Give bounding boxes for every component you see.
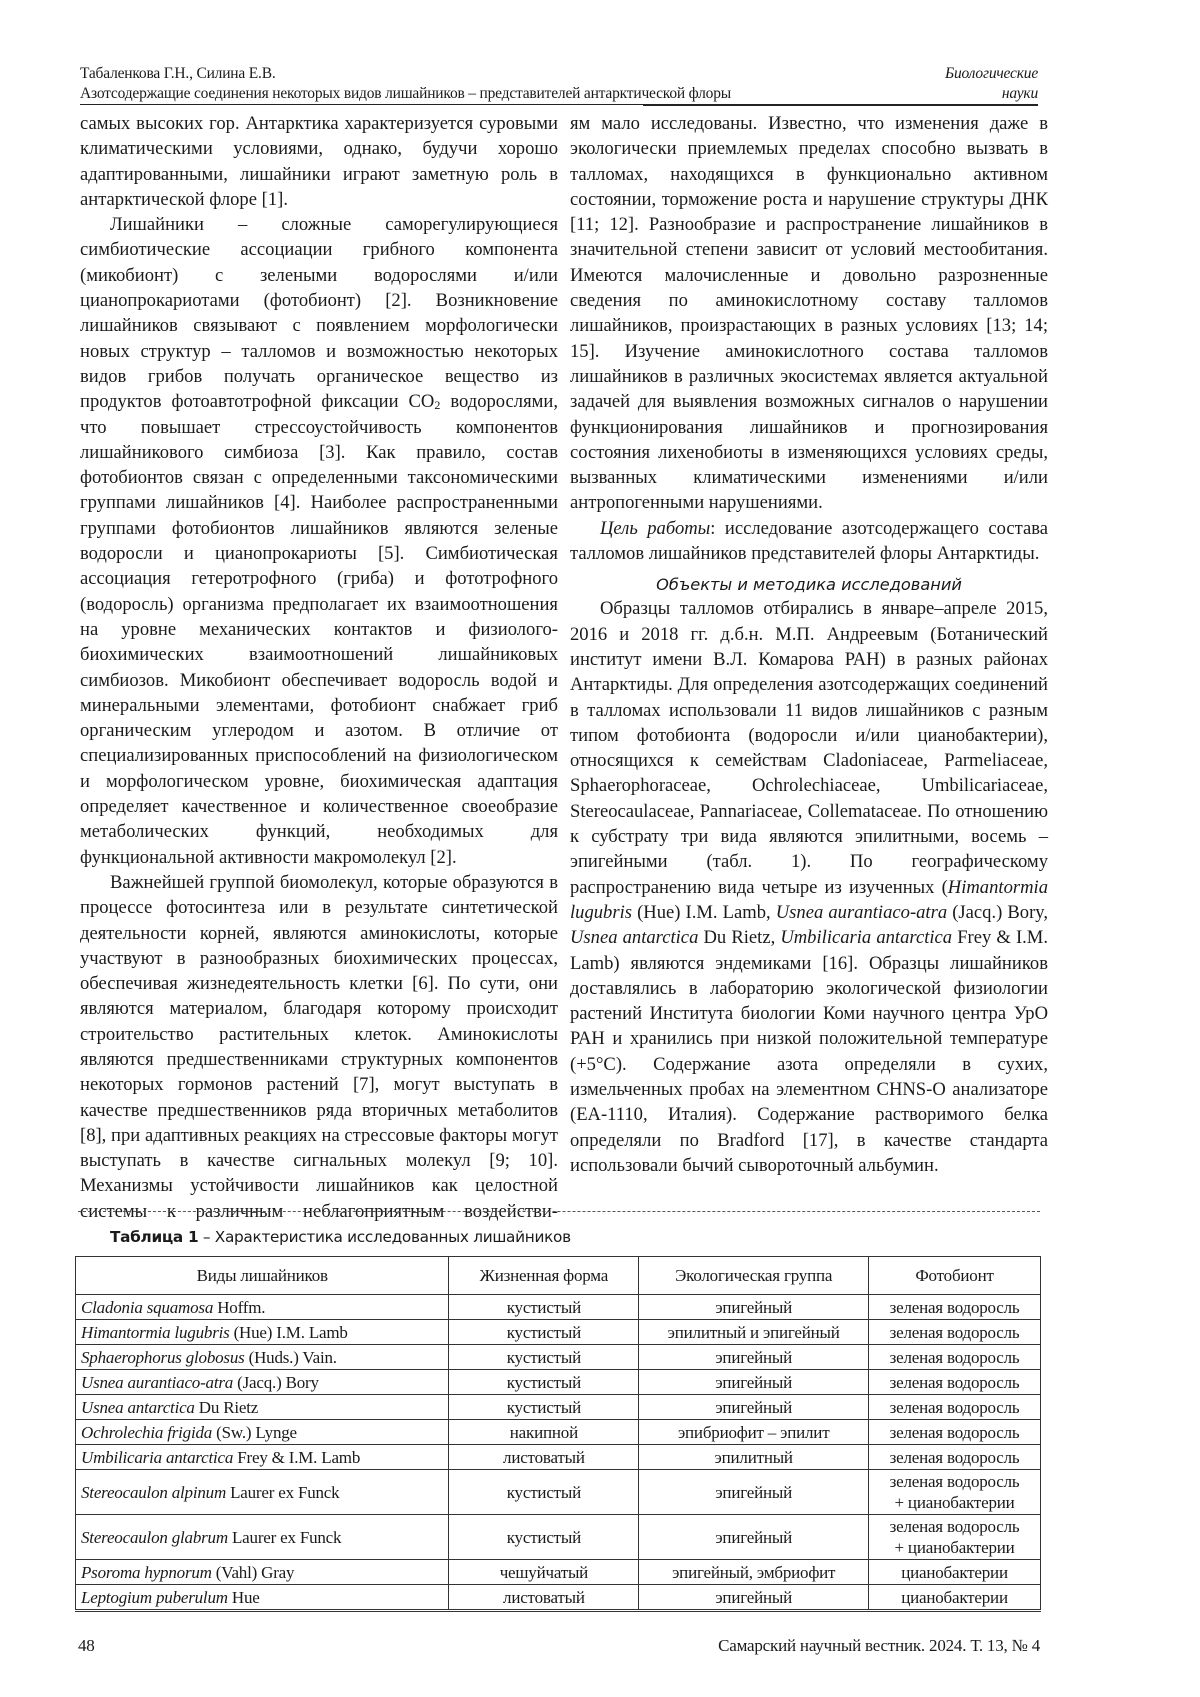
header-section-line2: науки	[1001, 85, 1038, 102]
life-form-cell: листоватый	[449, 1585, 639, 1611]
species-name: Usnea antarctica	[81, 1397, 195, 1417]
photobiont-cell	[869, 1445, 1041, 1470]
paragraph	[80, 212, 558, 870]
species-author: Hue	[227, 1587, 260, 1607]
photobiont-line: зеленая водоросль	[889, 1422, 1020, 1442]
species-name: Usnea antarctica	[570, 927, 699, 949]
photobiont-cell	[869, 1345, 1041, 1370]
ecological-group-cell: эпигейный	[639, 1395, 869, 1420]
text-run: Образцы талломов отбирались в январе–апреле 2015, 2016 и 2018 гг. д.б.н. М.П. Андреевым (Ботанический институт имени В.Л. Комарова РАН) в разных районах Антарктиды. Для определения азотсодержащих соединений в талломах использовали 11 видов лишайников с разным типом фотобионта (водоросли и/или цианобактерии), относящихся к семействам Cladoniaceae, Parmeliaceae, Sphaerophoraceae, Ochrolechiaceae, Umbilicariaceae, Stereocaulaceae, Pannariaceae, Collemataceae. По отношению к субстрату три вида являются эпилитными, восемь – эпигейными (табл. 1). По географическому распространению вида четыре из изученных (	[570, 598, 1048, 898]
life-form-cell: листоватый	[449, 1445, 639, 1470]
photobiont-cell	[869, 1395, 1041, 1420]
ecological-group-cell: эпигейный	[639, 1295, 869, 1320]
life-form-cell: кустистый	[449, 1395, 639, 1420]
ecological-group-cell: эпилитный	[639, 1445, 869, 1470]
species-name: Usnea aurantiaco-atra	[81, 1372, 234, 1392]
table-caption	[110, 1228, 571, 1246]
species-author: Du Rietz	[194, 1397, 259, 1417]
text-run: водорослями, что повышает стрессоустойчивость компонентов лишайникового симбиоза [3]. Как правило, состав фотобионтов связан с определенными таксономическими группами лишайников [4]. Наиболее распространенными группами фотобионтов лишайников являются зеленые водоросли и цианопрокариоты [5]. Симбиотическая ассоциация гетеротрофного (гриба) и фототрофного (водоросль) организма предполагает их взаимоотношения на уровне механических контактов и физиолого-биохимических взаимоотношений лишайниковых симбиозов. Микобионт обеспечивает водоросль водой и минеральными элементами, фотобионт снабжает гриб органическим углеродом и азотом. В отличие от специализированных приспособлений на физиологическом и морфологическом уровне, биохимическая адаптация определяет качественное и количественное своеобразие метаболических функций, необходимых для функциональной активности макромолекул [2].	[80, 391, 558, 868]
species-cell	[76, 1585, 449, 1611]
life-form-cell: кустистый	[449, 1345, 639, 1370]
lichen-table	[75, 1256, 1041, 1612]
aim-label: Цель работы	[600, 517, 711, 539]
aim-paragraph	[570, 516, 1048, 567]
paragraph: Важнейшей группой биомолекул, которые образуются в процессе фотосинтеза или в результате синтетической деятельности корней, являются аминокислоты, которые участвуют в разнообразных биохимических процессах, обеспечивая жизнедеятельность клетки [6]. По сути, они являются материалом, благодаря которому происходит строительство растительных клеток. Аминокислоты являются предшественниками структурных компонентов некоторых гормонов растений [7], могут выступать в качестве предшественников ряда вторичных метаболитов [8], при адаптивных реакциях на стрессовые факторы могут выступать в качестве сигнальных молекул [9; 10]. Механизмы устойчивости лишайников как целостной системы к различным неблагоприятным воздействи-	[80, 871, 558, 1222]
ecological-group-cell: эпигейный	[639, 1370, 869, 1395]
table-row	[76, 1445, 1041, 1470]
species-cell	[76, 1445, 449, 1470]
aim-text: : исследование азотсодержащего состава талломов лишайников представителей флоры Антарктиды.	[570, 517, 1048, 565]
ecological-group-cell: эпибриофит – эпилит	[639, 1420, 869, 1445]
right-column	[570, 111, 1048, 1178]
photobiont-cell	[869, 1585, 1041, 1611]
table-header-row	[76, 1257, 1041, 1295]
left-column	[80, 111, 558, 1224]
species-author: Laurer ex Funck	[226, 1482, 340, 1502]
species-author: (Hue) I.M. Lamb	[229, 1322, 348, 1342]
photobiont-line: зеленая водоросль	[889, 1517, 1020, 1536]
photobiont-cell	[869, 1515, 1041, 1560]
species-author: Frey & I.M. Lamb	[233, 1447, 361, 1467]
table-row	[76, 1560, 1041, 1585]
life-form-cell: кустистый	[449, 1515, 639, 1560]
photobiont-cell	[869, 1560, 1041, 1585]
photobiont-line: зеленая водоросль	[889, 1297, 1020, 1317]
section-heading: Объекты и методика исследований	[656, 575, 962, 595]
species-name: Cladonia squamosa	[81, 1297, 214, 1317]
life-form-cell: кустистый	[449, 1295, 639, 1320]
text-run: ) являются эндемиками [16]. Образцы лишайников доставлялись в лабораторию экологической физиологии растений Института биологии Коми научного центра УрО РАН и хранились при низкой положительной температуре (+5°C). Содержание азота определяли в сухих, измельченных пробах на элементном CHNS-O анализаторе (EA-1110, Италия). Содержание растворимого белка определяли по Bradford [17], в качестве стандарта использовали бычий сывороточный альбумин.	[570, 952, 1048, 1176]
text-run: Du Rietz,	[698, 927, 781, 949]
species-author: (Vahl) Gray	[211, 1562, 295, 1582]
species-cell	[76, 1295, 449, 1320]
species-cell	[76, 1470, 449, 1515]
ecological-group-cell: эпигейный	[639, 1585, 869, 1611]
photobiont-line: + цианобактерии	[894, 1493, 1015, 1512]
photobiont-line: зеленая водоросль	[889, 1397, 1020, 1417]
species-cell	[76, 1420, 449, 1445]
paragraph: самых высоких гор. Антарктика характеризуется суровыми климатическими условиями, однако, будучи хорошо адаптированными, лишайники играют заметную роль в антарктической флоре [1].	[80, 113, 558, 210]
life-form-cell: чешуйчатый	[449, 1560, 639, 1585]
header-article-title: Азотсодержащие соединения некоторых видов лишайников – представителей антарктической флоры	[80, 85, 731, 102]
species-author: (Huds.) Vain.	[244, 1347, 337, 1367]
paragraph	[570, 596, 1048, 1178]
ecological-group-cell: эпигейный	[639, 1515, 869, 1560]
species-author: (Jacq.) Bory	[233, 1372, 319, 1392]
column-header: Экологическая группа	[639, 1257, 869, 1295]
ecological-group-cell: эпигейный	[639, 1345, 869, 1370]
species-name: Sphaerophorus globosus	[81, 1347, 245, 1367]
life-form-cell: кустистый	[449, 1470, 639, 1515]
table-row	[76, 1585, 1041, 1611]
table-row	[76, 1320, 1041, 1345]
page-number: 48	[78, 1636, 95, 1655]
column-header: Жизненная форма	[449, 1257, 639, 1295]
text-run: (Jacq.) Bory,	[947, 901, 1049, 923]
species-name: Leptogium puberulum	[81, 1587, 228, 1607]
column-header: Фотобионт	[869, 1257, 1041, 1295]
table-row	[76, 1395, 1041, 1420]
species-name: Himantormia lugubris	[81, 1322, 230, 1342]
photobiont-cell	[869, 1295, 1041, 1320]
table-row	[76, 1295, 1041, 1320]
photobiont-cell	[869, 1370, 1041, 1395]
species-cell	[76, 1320, 449, 1345]
running-header	[80, 64, 1038, 105]
photobiont-line: цианобактерии	[901, 1562, 1008, 1582]
photobiont-line: зеленая водоросль	[889, 1347, 1020, 1367]
column-header: Виды лишайников	[76, 1257, 449, 1295]
header-section-line1: Биологические	[945, 65, 1038, 82]
dashed-separator	[78, 1211, 1040, 1212]
ecological-group-cell: эпигейный, эмбриофит	[639, 1560, 869, 1585]
photobiont-line: зеленая водоросль	[889, 1472, 1020, 1491]
photobiont-line: зеленая водоросль	[889, 1372, 1020, 1392]
text-run: Frey & I.M. Lamb	[570, 927, 1048, 974]
life-form-cell: кустистый	[449, 1370, 639, 1395]
species-name: Umbilicaria antarctica	[81, 1447, 234, 1467]
species-cell	[76, 1370, 449, 1395]
photobiont-line: цианобактерии	[901, 1587, 1008, 1607]
species-name: Psoroma hypnorum	[81, 1562, 212, 1582]
journal-citation: Самарский научный вестник. 2024. Т. 13, № 4	[718, 1636, 1040, 1655]
subscript: 2	[434, 398, 441, 413]
table-row	[76, 1345, 1041, 1370]
text-run: (Hue) I.M. Lamb,	[632, 901, 776, 923]
species-name: Usnea aurantiaco-atra	[775, 901, 948, 923]
species-name: Himantormia lugubris	[570, 876, 1048, 923]
life-form-cell: кустистый	[449, 1320, 639, 1345]
species-cell	[76, 1515, 449, 1560]
species-cell	[76, 1345, 449, 1370]
species-name: Stereocaulon alpinum	[81, 1482, 227, 1502]
species-name: Ochrolechia frigida	[81, 1422, 213, 1442]
photobiont-line: зеленая водоросль	[889, 1447, 1020, 1467]
table-row	[76, 1420, 1041, 1445]
species-name: Umbilicaria antarctica	[780, 927, 953, 949]
photobiont-line: зеленая водоросль	[889, 1322, 1020, 1342]
photobiont-cell	[869, 1420, 1041, 1445]
species-name: Stereocaulon glabrum	[81, 1527, 228, 1547]
header-rule	[643, 104, 1038, 106]
text-run: Лишайники – сложные саморегулирующиеся симбиотические ассоциации грибного компонента (микобионт) с зелеными водорослями и/или цианопрокариотами (фотобионт) [2]. Возникновение лишайников связывают с появлением морфологически новых структур – талломов и возможностью некоторых видов грибов получать органическое вещество из продуктов фотоавтотрофной фиксации CO	[80, 214, 558, 413]
species-author: (Sw.) Lynge	[212, 1422, 297, 1442]
ecological-group-cell: эпилитный и эпигейный	[639, 1320, 869, 1345]
header-authors: Табаленкова Г.Н., Силина Е.В.	[80, 65, 276, 82]
species-cell	[76, 1395, 449, 1420]
photobiont-cell	[869, 1320, 1041, 1345]
table-caption-label: Таблица 1	[110, 1228, 199, 1246]
life-form-cell: накипной	[449, 1420, 639, 1445]
table-row	[76, 1470, 1041, 1515]
paragraph: ям мало исследованы. Известно, что изменения даже в экологически приемлемых пределах способно вызвать в талломах, находящихся в функционально активном состоянии, торможение роста и нарушение структуры ДНК [11; 12]. Разнообразие и распространение лишайников в значительной степени зависит от условий местообитания. Имеются малочисленные и довольно разрозненные сведения по аминокислотному составу талломов лишайников, произрастающих в разных условиях [13; 14; 15]. Изучение аминокислотного состава талломов лишайников в различных экосистемах является актуальной задачей для выявления возможных сигналов о нарушении функционирования лишайников и прогнозирования состояния лихенобиоты в изменяющихся условиях среды, вызванных климатическими изменениями и/или антропогенными нарушениями.	[570, 113, 1048, 514]
species-author: Hoffm.	[213, 1297, 266, 1317]
species-cell	[76, 1560, 449, 1585]
table-row	[76, 1370, 1041, 1395]
table-row	[76, 1515, 1041, 1560]
ecological-group-cell: эпигейный	[639, 1470, 869, 1515]
page-footer	[78, 1636, 1040, 1656]
photobiont-cell	[869, 1470, 1041, 1515]
table-caption-text: – Характеристика исследованных лишайников	[198, 1228, 571, 1246]
species-author: Laurer ex Funck	[227, 1527, 342, 1547]
photobiont-line: + цианобактерии	[894, 1538, 1015, 1557]
